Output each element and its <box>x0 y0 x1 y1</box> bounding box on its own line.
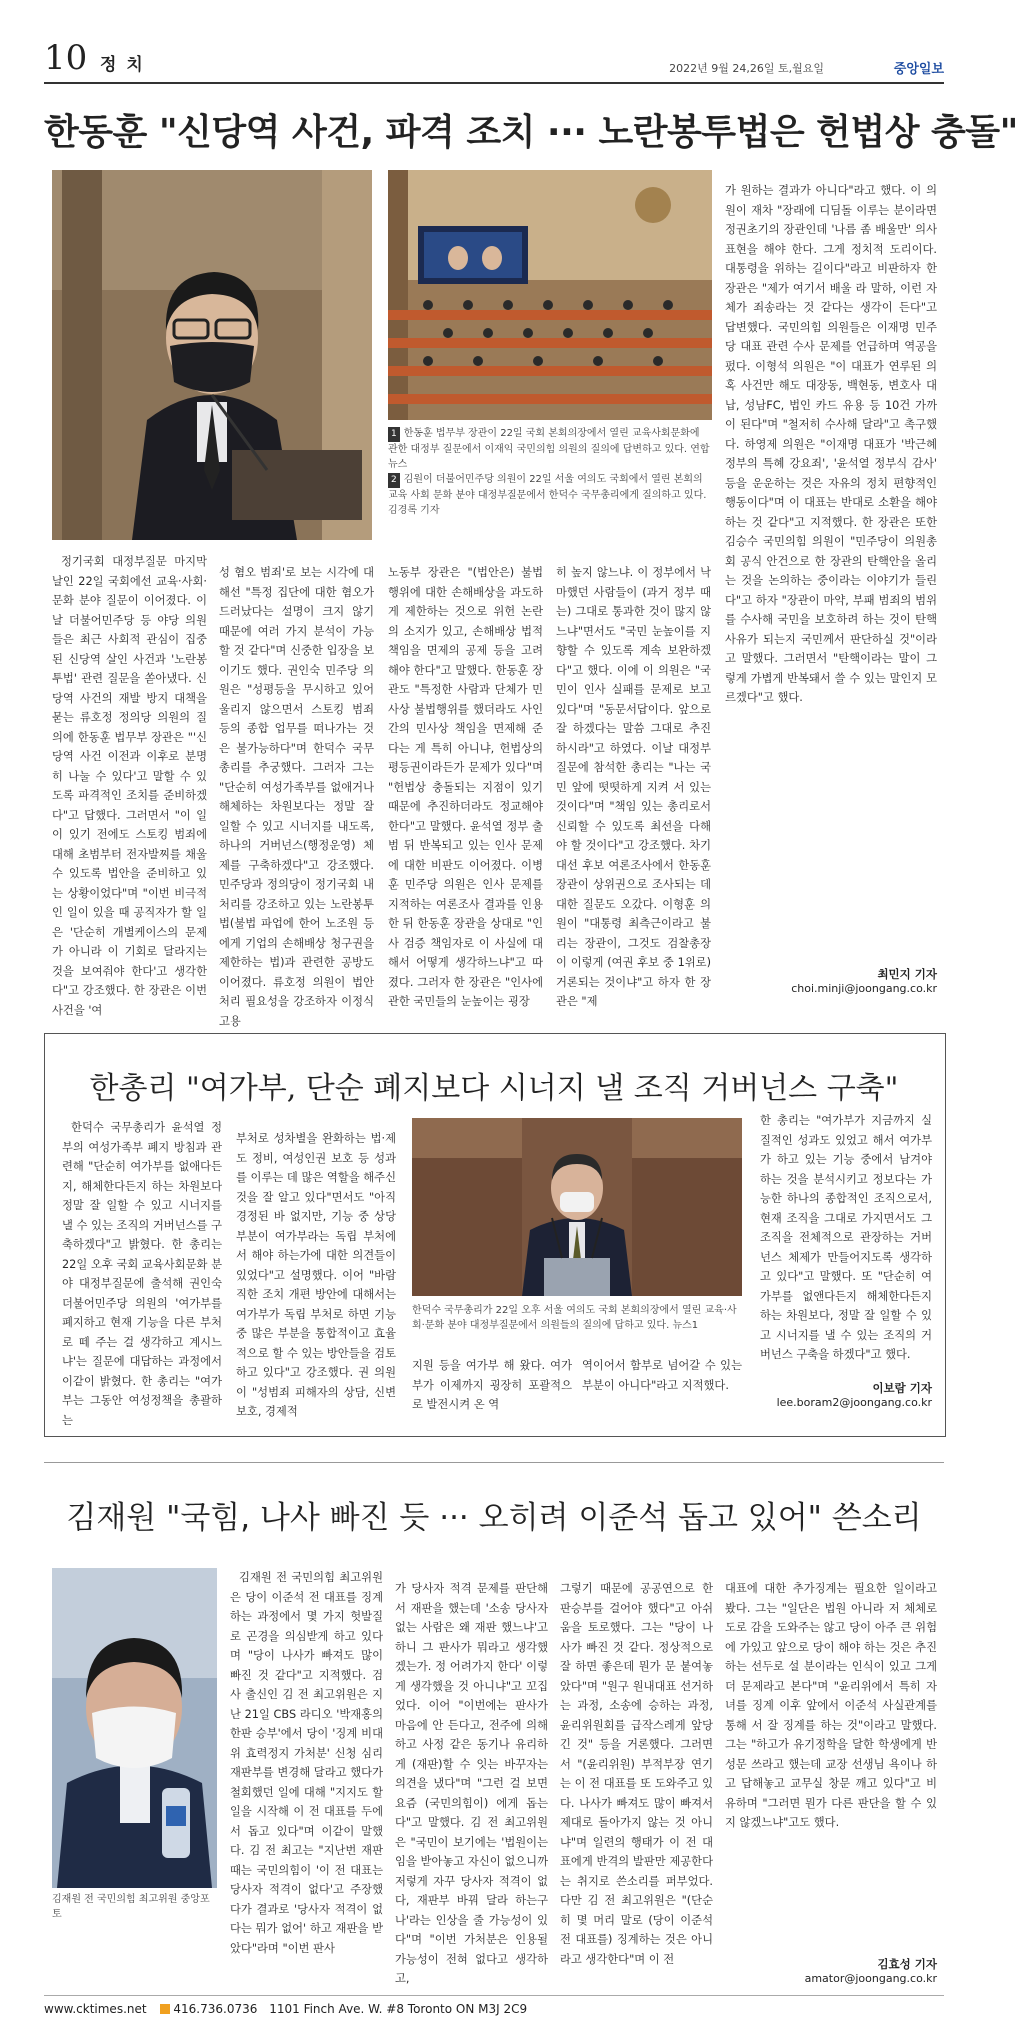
section-divider <box>44 1462 944 1463</box>
article1-photo-han <box>52 170 372 540</box>
masthead-logo: 중앙일보 <box>893 62 944 77</box>
article3-photo-caption: 김재원 전 국민의힘 최고위원 중앙포토 <box>52 1894 210 1920</box>
article1-photo-assembly <box>388 170 712 420</box>
article1-byline-block <box>725 958 937 995</box>
article3-column-4: 대표에 대한 추가징계는 필요한 일이라고 봤다. 그는 "일단은 법원 아니라 저 체체로 도로 감을 도와주는 않고 당이 아주 큰 위험에 가있고 앞으로 당이 해야 하는 것은 추진하는 선두로 설 분이라는 인식이 있고 그게 더 문제라고 본다"며 "윤리위에서 특히 자녀를 징계 이후 앞에서 이준석 사실관계를 통해 서 잘 징계를 하는 것"이라고 말했다. 그는 "하고가 유기정학을 달한 학생에게 반성문 쓰라고 했는데 교장 선생님 욕이나 하고 답해놓고 교무실 창문 깨고 있다"고 비유하며 "그러면 뭔가 다른 판단을 할 수 있지 않겠느냐"고도 했다. <box>725 1582 937 1830</box>
article1-column-5: 가 원하는 결과가 아니다"라고 했다. 이 의원이 재차 "장래에 디딤돌 이루는 분이라면 정권초기의 장관인데 '나름 좀 배울만' 의사표현을 해야 한다. 그게 정치적 도리이다. 대통령을 위하는 길이다"라고 비판하자 한 장관은 "제가 여기서 배울 라 말하, 이런 자체가 죄송라는 것 같다는 생각이 든다"고 답변했다. 국민의힘 의원들은 이재명 민주당 대표 관련 수사 문제를 언급하며 역공을 펐다. 이형석 의원은 "이 대표가 연루된 의혹 사건만 해도 대장동, 백현동, 변호사 대납, 성남FC, 법인 카드 유용 등 10건 가까이 된다"며 "철저히 수사해 달라"고 촉구했다. 하영제 의원은 "이재명 대표가 '박근혜 정부의 특혜 강요죄', '윤석열 정부식 감사' 등을 운운하는 것은 자유의 정치 편향적인 행동이다"며 이 대표는 반대로 소환을 해야 하는 것 같다"고 지적했다. 한 장관은 또한 김승수 국민의힘 의원이 "민주당이 의원총회 공식 안건으로 한 장관의 탄핵안을 올리는 것을 논의하는 중이라는 이야기가 들린다"고 하자 "장관이 마약, 부패 범죄의 범위를 수사해 국민을 보호하려 하는 것이 탄핵 사유가 되는지 국민께서 판단하실 것"이라고 말했다. 그러면서 "탄핵이라는 말이 그렇게 가볍게 반복돼서 쓸 수 있는 말인지 모르겠다"고 했다. <box>725 184 937 705</box>
article2-column-5: 한 총리는 "여가부가 지금까지 실질적인 성과도 있었고 해서 여가부가 하고 있는 기능 중에서 남겨야 하는 것을 분석시키고 정보다는 가능한 하나의 종합적인 조직으로서, 현재 조직을 그대로 가지면서도 그 조직을 전체적으로 관장하는 거버넌스 체제가 만들어지도록 생각하고 있다"고 말했다. 또 "단순히 여가부를 없앤다든지 해체한다든지 하는 차원보다, 정말 잘 일할 수 있고 시너지를 낼 수 있는 조직의 거버넌스 구축을 하겠다"고 했다. <box>760 1114 932 1362</box>
article1-headline: 한동훈 "신당역 사건, 파격 조치 ··· 노란봉투법은 헌법상 충돌" <box>44 112 1018 153</box>
page-number: 10 <box>44 38 88 78</box>
article2-byline: 이보람 기자 <box>872 1381 932 1395</box>
article1-column-1: 정기국회 대정부질문 마지막 날인 22일 국회에선 교육·사회·문화 분야 질문이 이어졌다. 이날 더불어민주당 등 야당 의원들은 최근 사회적 관심이 집중된 신당역 살인 사건과 '노란봉투법' 관련 질문을 쏟아냈다. 신당역 사건의 재발 방지 대책을 묻는 류호정 정의당 의원의 질의에 한동훈 법무부 장관은 "'신당역 사건 이전과 이후로 분명히 나눌 수 있다'고 말할 수 있도록 파격적인 조치를 준비하겠다"고 답했다. 그러면서 "이 일이 있기 전에도 스토킹 범죄에 대해 초범부터 전자발찌를 채울 수 있도록 법안을 준비하고 있는 상황이었다"며 "이번 비극적인 일이 있을 때 공직자가 할 일은 '단순히 개별케이스의 문제가 아니라 이 기회로 달라지는 것을 보여줘야 한다'고 생각한다"고 강조했다. 한 장관은 이번 사건을 '여 <box>52 555 207 1017</box>
article2-column-3: 지원 등을 여가부 해 왔다. 여가부가 이제까지 굉장히 포괄적으로 발전시켜 온 역 <box>412 1359 572 1412</box>
caption-text-2: 김원이 더불어민주당 의원이 22일 서울 여의도 국회에서 열린 본회의 교육 사회 문화 분야 대정부질문에서 한덕수 국무총리에게 질의하고 있다. 김경록 기자 <box>388 474 707 516</box>
article1-column-2: 성 혐오 범죄'로 보는 시각에 대해선 "특정 집단에 대한 혐오가 드러났다는 설명이 크지 않기 때문에 여러 가지 분석이 가능할 것 같다"며 신중한 입장을 보이기도 했다. 권인숙 민주당 의원은 "성평등을 무시하고 있어 울리지 않으면서 스토킹 범죄 등의 종합 업무를 떠나가는 것은 불가능하다"며 한덕수 국무총리를 추궁했다. 그러자 그는 "단순히 여성가족부를 없애거나 해체하는 차원보다는 정말 잘 일할 수 있고 시너지를 내도록, 하나의 거버넌스(행정운영) 체제를 구축하겠다"고 강조했다. 민주당과 정의당이 정기국회 내 처리를 강조하고 있는 노란봉투법(불법 파업에 한어 노조원 등에게 기업의 손해배상 청구권을 제한하는 법)과 관련한 공방도 이어졌다. 류호정 의원이 법안 처리 필요성을 강조하자 이정식 고용 <box>219 566 374 1028</box>
article3-column-2: 가 당사자 적격 문제를 판단해서 재판을 했는데 '소송 당사자 없는 사람은 왜 재판 했느냐'고 하니 그 판사가 뭐라고 생각했겠는가. 정 어려가지 한다' 이렇게 생각했을 것 아니냐"고 꼬집었다. 이어 "이번에는 판사가 마음에 안 든다고, 전주에 의해 하고 사정 같은 동기나 유리하게 (재판)할 수 잇는 바꾸자는 의견을 냈다"며 "그런 걸 보면 요즘 (국민의힘이) 에게 돕는다"고 말했다. 김 전 최고위원은 "국민이 보기에는 '법원이는 임을 받아놓고 자신이 없으니까 저렇게 자꾸 당사자 적격이 없다, 재판부 바꿔 달라 하는구나'라는 인상을 줄 가능성이 있다"며 "이번 가처분은 인용될 가능성이 전혀 없다고 생각하고, <box>395 1582 548 1986</box>
article3-byline: 김효성 기자 <box>877 1957 937 1971</box>
footer-website: www.cktimes.net <box>44 2002 147 2016</box>
article1-byline: 최민지 기자 <box>877 967 937 981</box>
article1-email: choi.minji@joongang.co.kr <box>791 982 937 995</box>
article1-column-3: 노동부 장관은 "(법안은) 불법행위에 대한 손해배상을 과도하게 제한하는 것으로 위헌 논란의 소지가 있고, 손해배상 법적 책임을 면제의 공제 등을 고려해야 한다"고 말했다. 한동훈 장관도 "특정한 사람과 단체가 민사상 불법행위를 했더라도 사인 간의 민사상 책임을 면제해 준다는 게 특히 아니냐, 헌법상의 평등권이라든가 문제가 있다"며 "헌법상 충돌되는 지점이 있기 때문에 추진하더라도 정교해야 한다"고 말했다. 윤석열 정부 출범 뒤 반복되고 있는 인사 문제에 대한 비판도 이어졌다. 이병훈 민주당 의원은 인사 문제를 지적하는 여론조사 결과를 인용한 뒤 한동훈 장관을 상대로 "인사 검증 책임자로 이 사실에 대해서 어떻게 생각하느냐"고 따졌다. 그러자 한 장관은 "인사에 관한 국민들의 눈높이는 굉장 <box>388 566 543 1009</box>
footer-address: 1101 Finch Ave. W. #8 Toronto ON M3J 2C9 <box>269 2002 528 2016</box>
article2-headline: 한총리 "여가부, 단순 폐지보다 시너지 낼 조직 거버넌스 구축" <box>89 1071 899 1106</box>
article3-photo-kim <box>52 1568 217 1888</box>
article2-photo-pm <box>412 1118 742 1296</box>
article3-byline-block <box>725 1948 937 1985</box>
article2-byline-block <box>760 1372 932 1409</box>
article3-column-3: 그렇기 때문에 공공연으로 한 판승부를 걸어야 했다"고 아쉬움을 토로했다. 그는 "당이 나사가 빠진 것 같다. 정상적으로 잘 하면 좋은데 뭔가 문 붙여놓았다"며 "원구 원내대표 선거하는 과정, 소송에 승하는 과정, 윤리위원회를 급작스레게 앞당긴 것" 등을 거론했다. 그러면서 "(윤리위원) 부적부장 연기는 이 전 대표를 또 도와주고 있다. 나사가 빠져도 많이 빠져서 제대로 돌아가지 않는 것 아니냐"며 일련의 행태가 이 전 대표에게 반격의 발판만 제공한다는 취지로 쓴소리를 퍼부었다. 다만 김 전 최고위원은 "(단순히 몇 머리 말로 (당이 이준석 전 대표를) 징계하는 것은 아니라고 생각한다"며 이 전 <box>560 1582 713 1966</box>
article3-column-1: 김재원 전 국민의힘 최고위원은 당이 이준석 전 대표를 징계하는 과정에서 몇 가지 헛발질로 곤경을 의심받게 하고 있다며 "당이 나사가 빠져도 많이 빠진 것 같다"고 지적했다. 검사 출신인 김 전 최고위원은 지난 21일 CBS 라디오 '박재홍의 한판 승부'에서 당이 '징계 비대위 효력정지 가처분' 신청 심리 재판부를 변경해 달라고 했다가 철회했던 일에 대해 "지지도 할 일을 시작해 이 전 대표를 두에서 돕고 있다"며 이같이 말했다. 김 전 최고는 "지난번 재판 때는 국민의힘이 '이 전 대표는 당사자 적격이 없다'고 주장했다가 결과로 '당사자 적격이 없다는 뭐가 없어' 하고 재판을 받았다"라며 "이번 판사 <box>230 1571 383 1955</box>
article2-column-1: 한덕수 국무총리가 윤석열 정부의 여성가족부 폐지 방침과 관련해 "단순히 여가부를 없애다든지, 해체한다든지 하는 차원보다 정말 잘 일할 수 있고 시너지를 낼 수 있는 조직의 거버넌스를 구축하겠다"고 밝혔다. 한 총리는 22일 오후 국회 교육사회문화 분야 대정부질문에 출석해 권인숙 더불어민주당 의원의 '여가부를 폐지하고 현재 기능을 다른 부처로 떼 주는 걸 생각하고 계시느냐'는 질문에 대답하는 과정에서 이같이 밝혔다. 한 총리는 "여가부는 그동안 여성정책을 총괄하는 <box>62 1121 222 1427</box>
article2-column-4: 역이어서 함부로 넘어갈 수 있는 부분이 아니다"라고 지적했다. <box>582 1359 742 1392</box>
caption-text-1: 한동훈 법무부 장관이 22일 국회 본회의장에서 열린 교육사회문화에 관한 대정부 질문에서 이재익 국민의힘 의원의 질의에 답변하고 있다. 연합뉴스 <box>388 428 710 470</box>
page-header <box>44 38 944 84</box>
article3-email: amator@joongang.co.kr <box>804 1972 937 1985</box>
section-label: 정 치 <box>100 55 145 75</box>
footer-phone: 416.736.0736 <box>160 2002 257 2016</box>
article1-column-4: 히 높지 않느냐. 이 정부에서 낙마했던 사람들이 (과거 정부 때는) 그대로 통과한 것이 많지 않느냐"면서도 "국민 눈높이를 지향할 수 있도록 계속 보완하겠다"고 했다. 이에 이 의원은 "국민이 인사 실패를 문제로 보고 있다"며 "동문서답이다. 앞으로 잘 하겠다는 말씀 그대로 추진하시라"고 하였다. 이날 대정부질문에 참석한 총리는 "나는 국민 앞에 떳떳하게 지켜 서 있는 것이다"며 "책임 있는 총리로서 신뢰할 수 있도록 최선을 다해야 할 것이다"고 강조했다. 차기 대선 후보 여론조사에서 한동훈 장관이 상위권으로 조사되는 데 대한 질문도 오갔다. 이형훈 의원이 "대통령 최측근이라고 불리는 장관이, 그것도 검찰총장이 이렇게 (여권 후보 중 1위로) 거론되는 것이냐"고 하자 한 장관은 "제 <box>556 566 711 1009</box>
article2-column-2: 부처로 성차별을 완화하는 법·제도 정비, 여성인권 보호 등 성과를 이루는 데 많은 역할을 해주신 것을 잘 알고 있다"면서도 "아직 경정된 바 없지만, 기능 중 상당 부분이 여가부라는 독립 부처에서 해야 하는가에 대한 의견들이 있었다"고 설명했다. 이어 "바람직한 조치 개편 방안에 대해서는 여가부가 독립 부처로 하면 기능 중 많은 부분을 통합적이고 효율적으로 할 수 있는 방안들을 검토하고 있다"고 강조했다. 권 의원이 "성범죄 피해자의 상담, 신변 보호, 경제적 <box>236 1132 396 1419</box>
article2-photo-caption: 한덕수 국무총리가 22일 오후 서울 여의도 국회 본회의장에서 열린 교육·사회·문화 분야 대정부질문에서 의원들의 질의에 답하고 있다. 뉴스1 <box>412 1305 737 1331</box>
page-footer <box>44 1995 944 2016</box>
article2-email: lee.boram2@joongang.co.kr <box>776 1396 932 1409</box>
article1-photo-caption: 1 한동훈 법무부 장관이 22일 국회 본회의장에서 열린 교육사회문화에 관한 대정부 질문에서 이재익 국민의힘 의원의 질의에 답변하고 있다. 연합뉴스 2 김원이 더불어민주당 의원이 22일 서울 여의도 국회에서 열린 본회의 교육 사회 문화 분야 대정부질문에서 한덕수 국무총리에게 질의하고 있다. 김경록 기자 <box>388 428 710 516</box>
article3-headline: 김재원 "국힘, 나사 빠진 듯 ··· 오히려 이준석 돕고 있어" 쓴소리 <box>66 1500 922 1536</box>
issue-date: 2022년 9월 24,26일 토,월요일 <box>669 62 824 75</box>
